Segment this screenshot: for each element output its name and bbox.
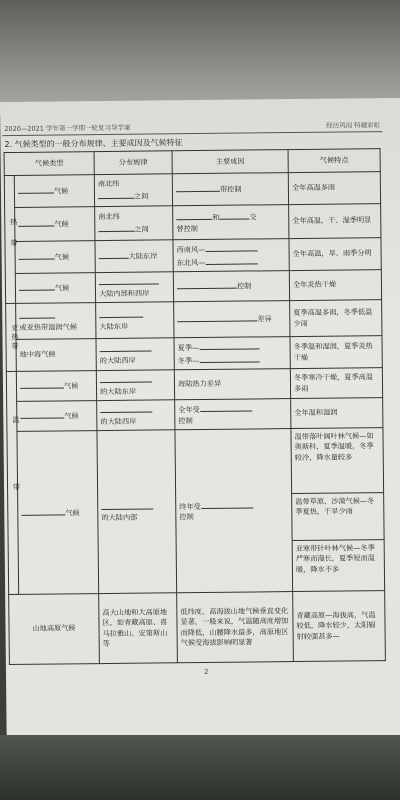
type-cell: 气候 (14, 175, 94, 208)
distribution-cell: 南北纬 之间 (94, 174, 172, 207)
header-right-text: 经历风雨 特越彩虹 (326, 121, 381, 130)
feature-steppe: 温带草原、沙漠气候—冬季夏热，干旱少雨 (292, 493, 383, 541)
type-cell: 气候 (15, 273, 95, 304)
col-header-feature: 气候特点 (288, 149, 380, 173)
col-header-type: 气候类型 (4, 152, 94, 176)
feature-cell: 全年高温，旱、雨季分明 (289, 238, 381, 271)
feature-cell: 冬季寒冷干燥，夏季高温多雨 (290, 368, 382, 399)
zone-tropical: 热带 (4, 175, 15, 303)
table-row (5, 238, 381, 274)
table-row (5, 270, 381, 304)
table-row (7, 428, 385, 595)
table-row (7, 398, 383, 432)
distribution-cell: 大陆内部和西岸 (95, 272, 173, 303)
cause-cell: 夏季— 冬季— (174, 337, 290, 370)
section-title: 2. 气候类型的一般分布规律、主要成因及气候特征 (4, 138, 183, 150)
cause-cell: 和 交 替控制 (173, 205, 289, 240)
zone-temperate: 温带 (6, 371, 18, 594)
feature-deciduous: 温带落叶阔叶林气候—如奥斯科，夏季温暖，冬季较冷，降水量较多 (291, 428, 383, 494)
feature-cell: 全年高温，干、湿季明显 (289, 204, 381, 239)
distribution-cell: 的大陆内部 (97, 430, 177, 594)
cause-cell: 全年受 控制 (175, 399, 291, 430)
background-bottom (0, 735, 400, 800)
col-header-cause: 主要成因 (172, 150, 288, 174)
distribution-cell: 高大山地和大高原地区，如青藏高原、喜马拉雅山、安第斯山等 (99, 593, 178, 664)
feature-cell: 夏季高温多雨，冬季低温少雨 (290, 300, 382, 337)
type-cell: 气候 (16, 371, 96, 402)
distribution-cell: 的大陆西岸 (97, 400, 175, 431)
page-number: 2 (203, 667, 209, 676)
distribution-cell: 的大陆西岸 (96, 338, 174, 371)
worksheet-page (0, 98, 400, 747)
distribution-cell: 南北纬 之间 (95, 206, 173, 241)
feature-cell: 全年高温多雨 (288, 172, 380, 205)
climate-table (4, 148, 386, 665)
feature-cell: 全年炎热干燥 (289, 270, 381, 301)
cause-cell: 西南风— 东北风— (173, 239, 289, 272)
cause-cell: 控制 (173, 271, 289, 302)
type-cell: 气候 (17, 401, 97, 432)
type-cell: 气候 (15, 207, 95, 242)
distribution-cell: 的大陆东岸 (96, 370, 174, 401)
col-header-distribution: 分布规律 (94, 151, 172, 175)
cause-cell: 低纬度、高海拔山地气候垂直变化显著，一般来说，气温随高度增加而降低，山腰降水最多，高原地区气候受海拔影响明显著 (177, 592, 294, 663)
feature-cell: 青藏高原—海拔高，气温较低，降水较少，太阳辐射较强甚多— (293, 591, 386, 662)
zone-subtropical: 亚热带 (6, 303, 17, 371)
type-cell: 气候 (17, 431, 99, 595)
table-row (5, 204, 381, 242)
type-cell: 地中海气候 (16, 339, 96, 372)
feature-cell: 冬季温和湿润，夏季炎热干燥 (290, 336, 382, 369)
feature-taiga: 亚寒带针叶林气候—冬季严寒而漫长，夏季短而温暖，降水不多 (295, 543, 375, 574)
type-cell: 或亚热带湿润气候 (16, 303, 96, 340)
cause-cell: 海陆热力差异 (174, 369, 290, 400)
cause-cell: 终年受 控制 (175, 429, 293, 593)
table-row (6, 300, 382, 340)
distribution-cell: 大陆东岸 (96, 302, 174, 339)
distribution-cell: 大陆东岸 (95, 240, 173, 273)
table-row (4, 172, 380, 208)
table-row (6, 368, 382, 402)
type-cell: 山地高原气候 (9, 594, 100, 665)
header-left-text: 2020—2021 学年第一学期一轮复习导学案 (4, 123, 131, 134)
cause-cell: 带控制 (172, 173, 288, 206)
feature-cell: 全年温和湿润 (291, 398, 383, 429)
type-cell: 气候 (15, 241, 95, 274)
table-row (9, 591, 386, 665)
cause-cell: 差异 (174, 301, 290, 338)
feature-cell-stack (291, 428, 385, 592)
table-row (6, 336, 382, 372)
